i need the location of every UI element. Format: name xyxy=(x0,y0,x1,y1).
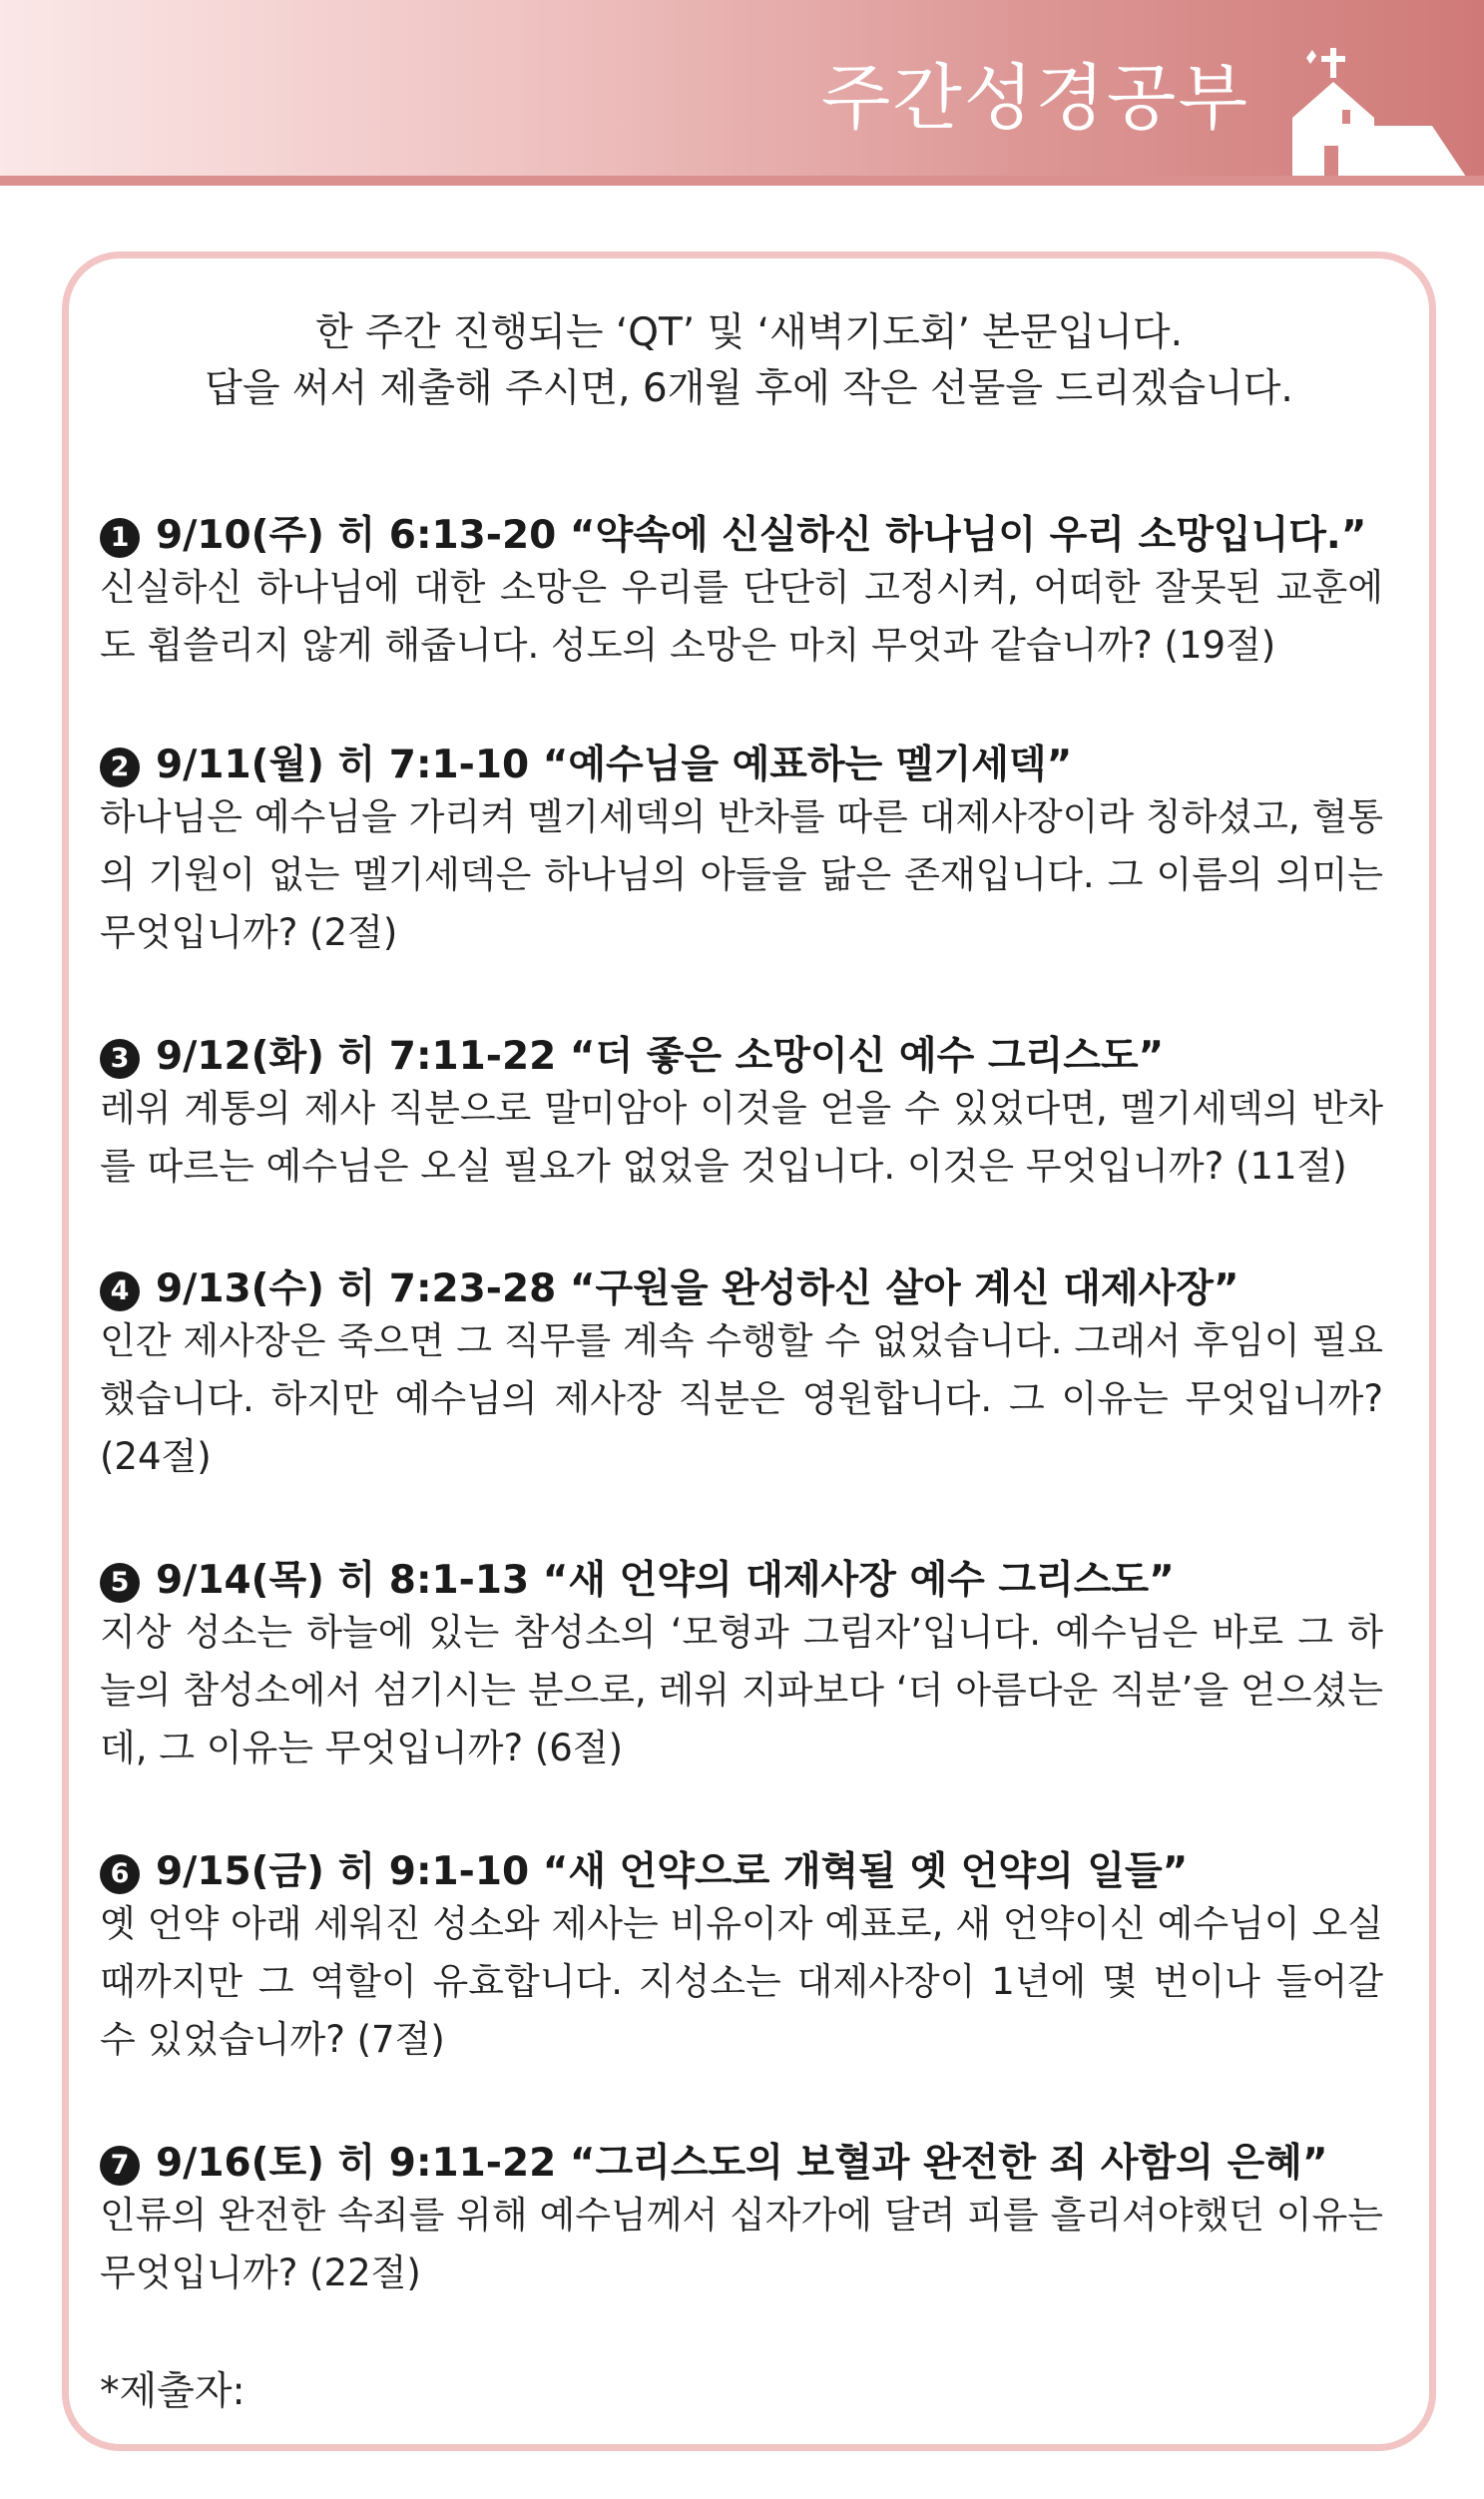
item-5-body: 지상 성소는 하늘에 있는 참성소의 ‘모형과 그림자’입니다. 예수님은 바로 그 하늘의 참성소에서 섬기시는 분으로, 레위 지파보다 ‘더 아름다운 직분’을 얻으셨는데, 그 이유는 무엇입니까? (6절) xyxy=(100,1611,1383,1769)
item-5-heading: 9/14(목) 히 8:1-13 “새 언약의 대제사장 예수 그리스도” xyxy=(156,1558,1175,1603)
item-4-heading: 9/13(수) 히 7:23-28 “구원을 완성하신 살아 계신 대제사장” xyxy=(156,1266,1239,1311)
item-3-body: 레위 계통의 제사 직분으로 말미암아 이것을 얻을 수 있었다면, 멜기세덱의 반차를 따르는 예수님은 오실 필요가 없었을 것입니다. 이것은 무엇입니까? (11절) xyxy=(100,1087,1383,1188)
item-5-title xyxy=(100,1549,1175,1605)
item-2-number-icon: 2 xyxy=(100,748,140,787)
item-6-heading: 9/15(금) 히 9:1-10 “새 언약으로 개혁될 옛 언약의 일들” xyxy=(156,1849,1189,1894)
item-4-number-icon: 4 xyxy=(100,1271,140,1311)
item-1-number-icon: 1 xyxy=(100,518,140,558)
item-3-title xyxy=(100,1025,1164,1081)
item-7-title xyxy=(100,2132,1327,2188)
item-4-body: 인간 제사장은 죽으면 그 직무를 계속 수행할 수 없었습니다. 그래서 후임이 필요했습니다. 하지만 예수님의 제사장 직분은 영원합니다. 그 이유는 무엇입니까? (24절) xyxy=(100,1319,1383,1478)
page-title: 주간성경공부 xyxy=(820,56,1249,140)
page-header xyxy=(0,0,1484,186)
item-2-heading: 9/11(월) 히 7:1-10 “예수님을 예표하는 멜기세덱” xyxy=(156,743,1073,787)
intro-line-2: 답을 써서 제출해 주시면, 6개월 후에 작은 선물을 드리겠습니다. xyxy=(205,366,1293,411)
item-7-body: 인류의 완전한 속죄를 위해 예수님께서 십자가에 달려 피를 흘리셔야했던 이유는 무엇입니까? (22절) xyxy=(100,2194,1383,2294)
item-6-body: 옛 언약 아래 세워진 성소와 제사는 비유이자 예표로, 새 언약이신 예수님이 오실 때까지만 그 역할이 유효합니다. 지성소는 대제사장이 1년에 몇 번이나 들어갈 수 있었습니까? (7절) xyxy=(100,1902,1383,2061)
church-icon xyxy=(1272,18,1484,186)
item-1-heading: 9/10(주) 히 6:13-20 “약속에 신실하신 하나님이 우리 소망입니다.” xyxy=(156,513,1367,558)
item-1-body: 신실하신 하나님에 대한 소망은 우리를 단단히 고정시켜, 어떠한 잘못된 교훈에도 휩쓸리지 않게 해줍니다. 성도의 소망은 마치 무엇과 같습니까? (19절) xyxy=(100,566,1383,667)
item-6-number-icon: 6 xyxy=(100,1854,140,1894)
item-3-number-icon: 3 xyxy=(100,1039,140,1079)
item-2-body: 하나님은 예수님을 가리켜 멜기세덱의 반차를 따른 대제사장이라 칭하셨고, 혈통의 기원이 없는 멜기세덱은 하나님의 아들을 닮은 존재입니다. 그 이름의 의미는 무엇입니까? (2절) xyxy=(100,795,1383,954)
item-1-title xyxy=(100,504,1366,560)
item-7-number-icon: 7 xyxy=(100,2146,140,2186)
item-7-heading: 9/16(토) 히 9:11-22 “그리스도의 보혈과 완전한 죄 사함의 은혜” xyxy=(156,2141,1328,2186)
item-4-title xyxy=(100,1257,1239,1313)
submitter-label: *제출자: xyxy=(100,2369,246,2414)
intro-line-1: 한 주간 진행되는 ‘QT’ 및 ‘새벽기도회’ 본문입니다. xyxy=(314,310,1184,355)
header-divider xyxy=(0,176,1484,186)
item-5-number-icon: 5 xyxy=(100,1563,140,1603)
item-3-heading: 9/12(화) 히 7:11-22 “더 좋은 소망이신 예수 그리스도” xyxy=(156,1034,1165,1079)
item-6-title xyxy=(100,1840,1188,1896)
item-2-title xyxy=(100,734,1072,789)
